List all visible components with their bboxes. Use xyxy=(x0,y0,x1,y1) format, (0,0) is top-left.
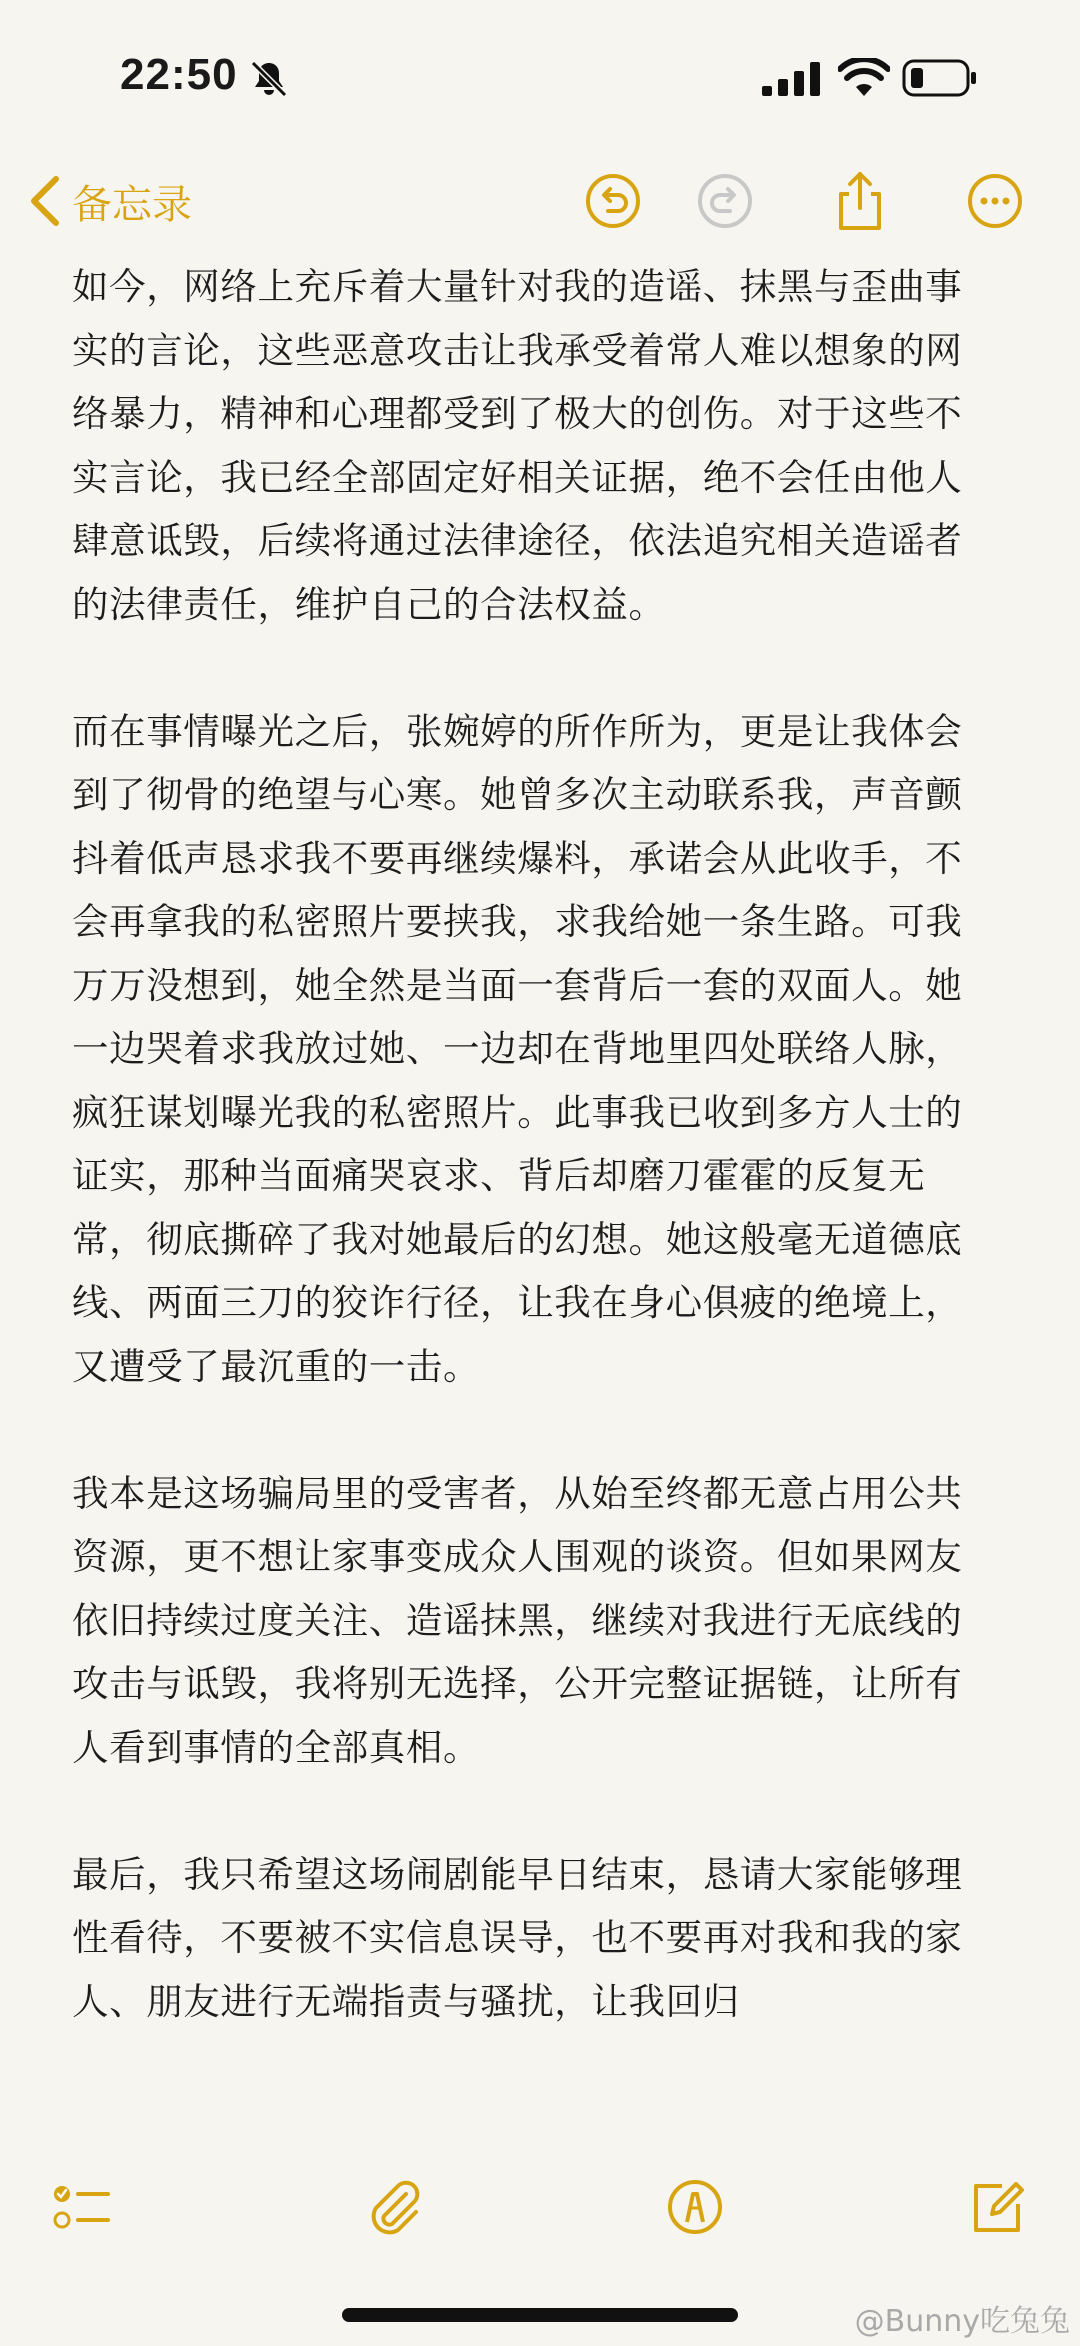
checklist-button[interactable] xyxy=(46,2172,116,2242)
status-time: 22:50 xyxy=(120,50,238,99)
battery-icon xyxy=(902,58,978,98)
wifi-icon xyxy=(838,58,890,98)
note-paragraph: 如今，网络上充斥着大量针对我的造谣、抹黑与歪曲事实的言论，这些恶意攻击让我承受着常人难以想象的网络暴力，精神和心理都受到了极大的创伤。对于这些不实言论，我已经全部固定好相关证据，绝不会任由他人肆意诋毁，后续将通过法律途径，依法追究相关造谣者的法律责任，维护自己的合法权益。 xyxy=(72,265,963,626)
markup-button[interactable] xyxy=(660,2172,730,2242)
undo-button[interactable] xyxy=(578,166,648,236)
paperclip-icon xyxy=(360,2172,430,2242)
note-paragraph: 我本是这场骗局里的受害者，从始至终都无意占用公共资源，更不想让家事变成众人围观的谈资。但如果网友依旧持续过度关注、造谣抹黑，继续对我进行无底线的攻击与诋毁，我将别无选择，公开完整证据链，让所有人看到事情的全部真相。 xyxy=(72,1471,963,1769)
watermark: @Bunny吃兔兔 xyxy=(854,2304,1070,2339)
share-icon xyxy=(825,166,895,236)
checklist-icon xyxy=(46,2172,116,2242)
redo-icon xyxy=(690,166,760,236)
bottom-toolbar xyxy=(0,2150,1080,2260)
nav-bar xyxy=(0,150,1080,250)
back-button[interactable] xyxy=(28,166,192,236)
note-body[interactable] xyxy=(72,255,992,2135)
markup-pen-icon xyxy=(660,2172,730,2242)
redo-button[interactable] xyxy=(690,166,760,236)
more-button[interactable] xyxy=(960,166,1030,236)
more-icon xyxy=(960,166,1030,236)
chevron-left-icon xyxy=(28,173,62,229)
home-indicator[interactable] xyxy=(342,2308,738,2322)
share-button[interactable] xyxy=(825,166,895,236)
undo-icon xyxy=(578,166,648,236)
compose-icon xyxy=(962,2172,1032,2242)
note-paragraph: 最后，我只希望这场闹剧能早日结束，恳请大家能够理性看待，不要被不实信息误导，也不要再对我和我的家人、朋友进行无端指责与骚扰，让我回归 xyxy=(72,1852,963,2023)
back-label: 备忘录 xyxy=(72,181,192,228)
bell-slash-icon xyxy=(248,58,290,100)
status-bar xyxy=(0,0,1080,150)
compose-button[interactable] xyxy=(962,2172,1032,2242)
attachment-button[interactable] xyxy=(360,2172,430,2242)
note-paragraph: 而在事情曝光之后，张婉婷的所作所为，更是让我体会到了彻骨的绝望与心寒。她曾多次主动联系我，声音颤抖着低声恳求我不要再继续爆料，承诺会从此收手，不会再拿我的私密照片要挟我，求我给她一条生路。可我万万没想到，她全然是当面一套背后一套的双面人。她一边哭着求我放过她、一边却在背地里四处联络人脉，疯狂谋划曝光我的私密照片。此事我已收到多方人士的证实，那种当面痛哭哀求、背后却磨刀霍霍的反复无常，彻底撕碎了我对她最后的幻想。她这般毫无道德底线、两面三刀的狡诈行径，让我在身心俱疲的绝境上，又遭受了最沉重的一击。 xyxy=(72,709,963,1388)
cellular-signal-icon xyxy=(762,62,822,96)
